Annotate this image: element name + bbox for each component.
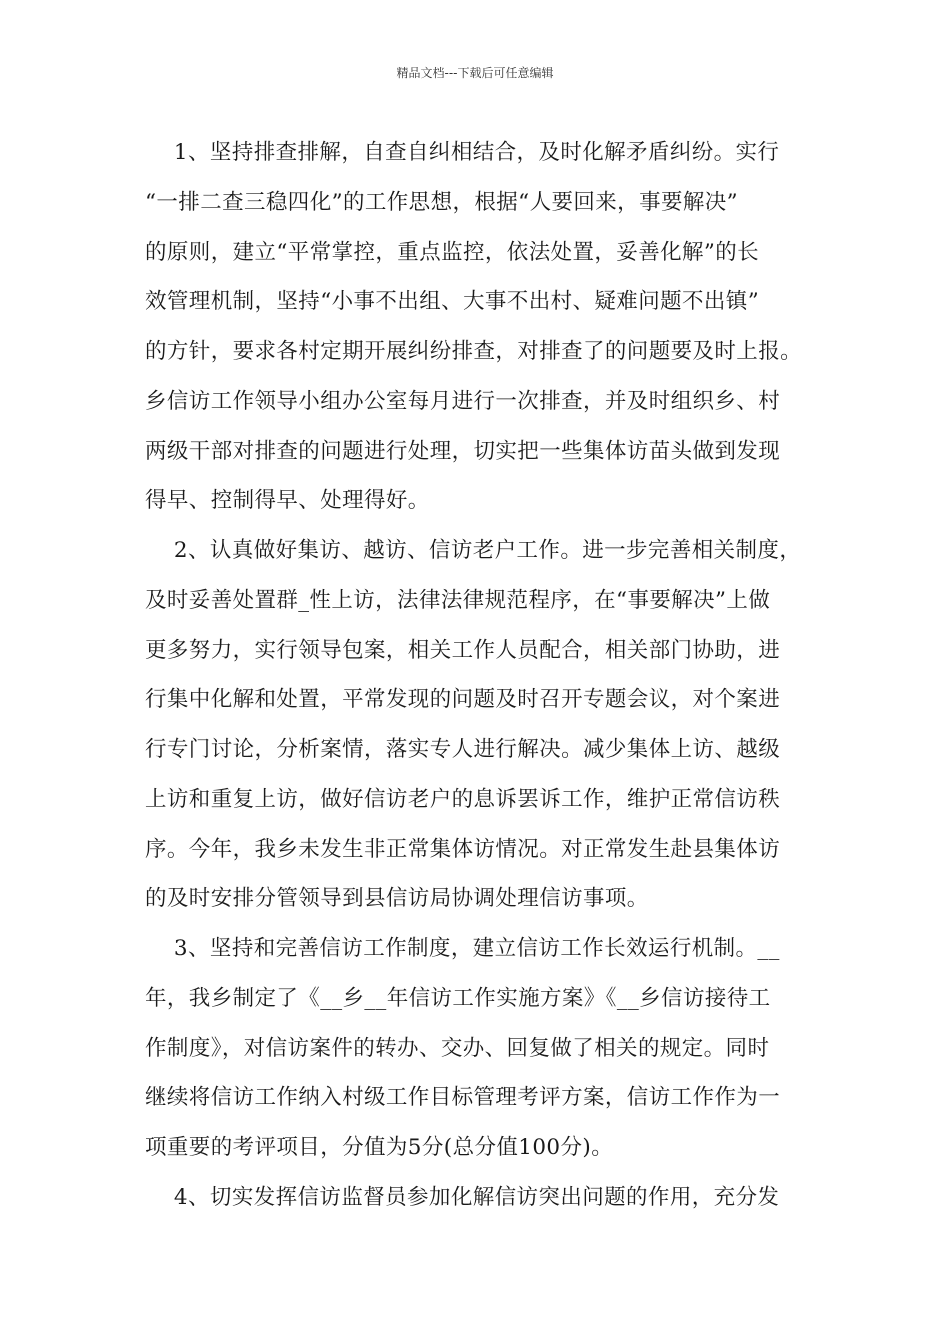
text-line: 3、坚持和完善信访工作制度，建立信访工作长效运行机制。__ — [145, 936, 780, 961]
text-line: 项重要的考评项目，分值为5分(总分值100分)。 — [145, 1135, 614, 1160]
text-line: 行集中化解和处置，平常发现的问题及时召开专题会议，对个案进 — [145, 687, 781, 713]
text-line: 的及时安排分管领导到县信访局协调处理信访事项。 — [145, 886, 649, 912]
text-line: 2、认真做好集访、越访、信访老户工作。进一步完善相关制度， — [145, 538, 802, 563]
paragraph-4 — [145, 1173, 807, 1223]
text-line: 1、坚持排查排解，自查自纠相结合，及时化解矛盾纠纷。实行 — [145, 140, 780, 165]
text-line: 4、切实发挥信访监督员参加化解信访突出问题的作用，充分发 — [145, 1184, 780, 1210]
text-line: 及时妥善处置群_性上访，法律法律规范程序，在“事要解决”上做 — [145, 587, 771, 613]
text-line: 乡信访工作领导小组办公室每月进行一次排查，并及时组织乡、村 — [145, 388, 781, 414]
text-line: 的方针，要求各村定期开展纠纷排查，对排查了的问题要及时上报。 — [145, 339, 803, 364]
text-line: 更多努力，实行领导包案，相关工作人员配合，相关部门协助，进 — [145, 637, 781, 663]
text-line: 序。今年，我乡未发生非正常集体访情况。对正常发生赴县集体访 — [145, 836, 781, 862]
text-line: 年，我乡制定了《__乡__年信访工作实施方案》《__乡信访接待工 — [145, 985, 771, 1011]
text-line: 的原则，建立“平常掌控，重点监控，依法处置，妥善化解”的长 — [145, 239, 760, 265]
text-line: 上访和重复上访，做好信访老户的息诉罢诉工作，维护正常信访秩 — [145, 786, 781, 812]
paragraph-2 — [145, 526, 807, 924]
paragraph-3 — [145, 924, 807, 1173]
paragraph-1 — [145, 128, 807, 526]
text-line: 作制度》，对信访案件的转办、交办、回复做了相关的规定。同时 — [145, 1035, 770, 1061]
page-header: 精品文档---下载后可任意编辑 — [396, 66, 554, 80]
text-line: 继续将信访工作纳入村级工作目标管理考评方案，信访工作作为一 — [145, 1085, 781, 1111]
text-line: “一排二查三稳四化”的工作思想，根据“人要回来，事要解决” — [145, 189, 739, 215]
text-line: 行专门讨论，分析案情，落实专人进行解决。减少集体上访、越级 — [145, 737, 781, 762]
text-line: 两级干部对排查的问题进行处理，切实把一些集体访苗头做到发现 — [145, 438, 781, 464]
document-body — [145, 128, 807, 1223]
text-line: 效管理机制，坚持“小事不出组、大事不出村、疑难问题不出镇” — [145, 289, 760, 315]
text-line: 得早、控制得早、处理得好。 — [145, 488, 430, 514]
